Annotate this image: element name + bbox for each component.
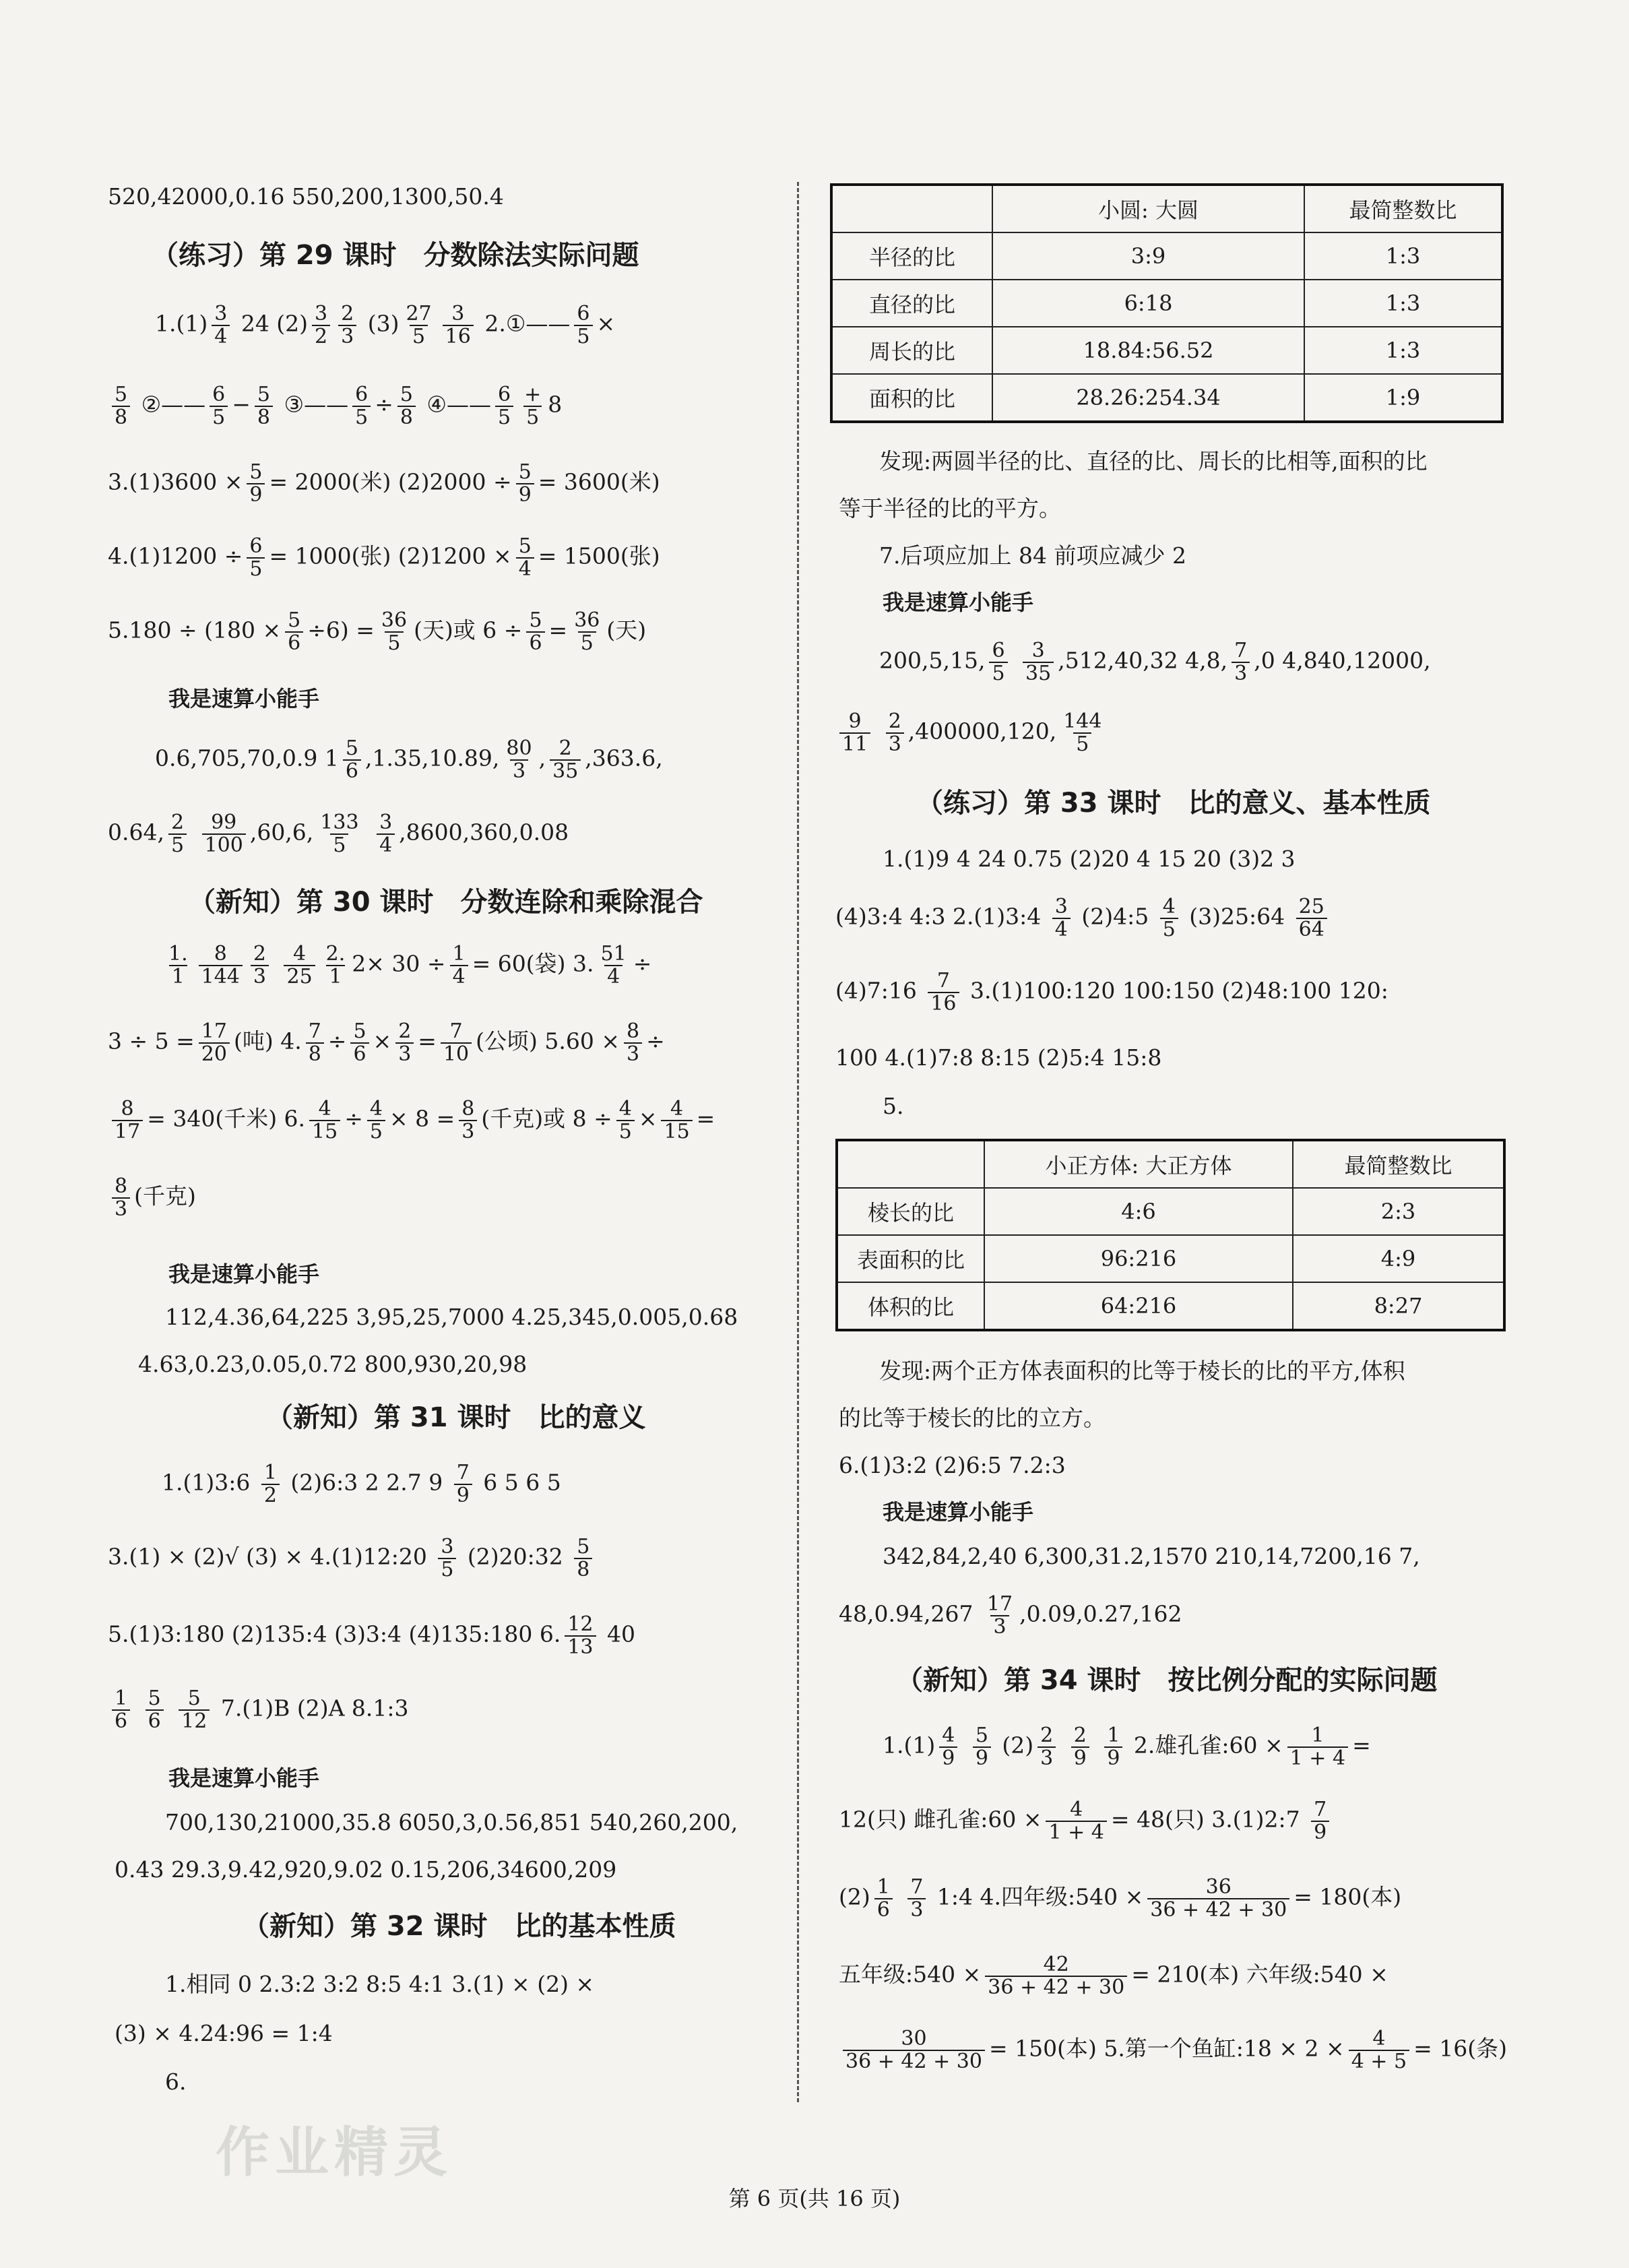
lesson-32-line-1: 1.相同 0 2.3:2 3:2 8:5 4:1 3.(1) × (2) × xyxy=(165,1971,595,1997)
table-cell: 最简整数比 xyxy=(1304,185,1502,232)
table-cell: 半径的比 xyxy=(831,232,992,280)
text-run: = 180(本) xyxy=(1293,1883,1402,1910)
fraction: $\frac{36}{36 + 42 + 30}$ xyxy=(1147,1877,1289,1920)
text-run: ②—— xyxy=(134,391,206,418)
table-cell: 直径的比 xyxy=(831,280,992,327)
lesson-30-line-4 xyxy=(108,1176,196,1220)
speed-calc-30-line-1: 112,4.36,64,225 3,95,25,7000 4.25,345,0.005,0.68 xyxy=(165,1304,738,1330)
text-run: 1.(1)3:6 xyxy=(162,1469,257,1496)
text-run: 5.(1)3:180 (2)135:4 (3)3:4 (4)135:180 6. xyxy=(108,1620,561,1647)
speed-calc-r-line-4 xyxy=(839,1594,1182,1637)
text-run: 3.(1) × (2)√ (3) × 4.(1)12:20 xyxy=(108,1543,435,1570)
fraction: $\frac{17}{3}$ xyxy=(986,1592,1013,1639)
lesson-33-line-3 xyxy=(835,970,1388,1014)
text-run xyxy=(1060,1732,1067,1759)
text-run: = 210(本) 六年级:540 × xyxy=(1131,1961,1388,1988)
text-run: ,60,6, xyxy=(249,819,314,846)
text-run: 五年级:540 × xyxy=(839,1961,982,1988)
speed-calc-r-line-2 xyxy=(835,711,1108,755)
fraction: $\frac{99}{100}$ xyxy=(202,812,246,856)
table-cell: 64:216 xyxy=(984,1282,1293,1330)
table-cell: 周长的比 xyxy=(831,327,992,374)
table-cell: 表面积的比 xyxy=(837,1235,984,1282)
table-cell xyxy=(831,185,992,232)
fraction: $\frac{30}{36 + 42 + 30}$ xyxy=(843,2028,985,2072)
text-run xyxy=(1093,1732,1101,1759)
text-run: (千克)或 8 ÷ xyxy=(481,1105,612,1132)
text-run: 12(只) 雌孔雀:60 × xyxy=(839,1806,1042,1833)
text-run: = 48(只) 3.(1)2:7 xyxy=(1110,1806,1308,1833)
speed-calc-29-line-1 xyxy=(155,738,663,782)
text-run: = 2000(米) (2)2000 ÷ xyxy=(269,468,512,495)
text-run: 48,0.94,267 xyxy=(839,1600,980,1627)
text-run: 7.(1)B (2)A 8.1:3 xyxy=(214,1695,409,1722)
fraction: $\frac{2}{5}$ xyxy=(168,812,187,856)
watermark: 作业精灵 xyxy=(216,2121,453,2184)
text-run: ,0.09,0.27,162 xyxy=(1019,1600,1182,1627)
fraction: $\frac{5}{6}$ xyxy=(350,1021,369,1065)
text-run: 3.(1)100:120 100:150 (2)48:100 120: xyxy=(963,977,1388,1004)
fraction: $\frac{144}{5}$ xyxy=(1063,710,1102,756)
text-run: (天)或 6 ÷ xyxy=(414,617,523,643)
table-cell: 小圆: 大圆 xyxy=(992,185,1304,232)
fraction: $\frac{4}{25}$ xyxy=(284,943,315,987)
lesson-31-line-4 xyxy=(108,1688,409,1732)
fraction: $\frac{3}{4}$ xyxy=(1052,896,1071,940)
speed-calc-31-line-2: 0.43 29.3,9.42,920,9.02 0.15,206,34600,209 xyxy=(115,1856,617,1883)
speed-calc-heading-1: 我是速算小能手 xyxy=(168,686,320,712)
text-run: 6 5 6 5 xyxy=(476,1469,561,1496)
table-cell: 28.26:254.34 xyxy=(992,374,1304,422)
circle-ratio-table xyxy=(830,183,1504,423)
speed-calc-30-line-2: 4.63,0.23,0.05,0.72 800,930,20,98 xyxy=(138,1351,528,1377)
top-answer-line: 520,42000,0.16 550,200,1300,50.4 xyxy=(108,183,504,210)
text-run: (天) xyxy=(606,617,647,643)
text-run: ÷ xyxy=(327,1028,347,1054)
text-run: (2)6:3 2 2.7 9 xyxy=(283,1469,450,1496)
text-run: 0.64, xyxy=(108,819,164,846)
fraction: $\frac{6}{5}$ xyxy=(574,303,592,347)
table-header-row xyxy=(837,1140,1504,1188)
fraction: $\frac{1}{6}$ xyxy=(112,1688,130,1732)
table-cell: 2:3 xyxy=(1293,1188,1504,1235)
fraction: $\frac{12}{13}$ xyxy=(565,1614,596,1658)
text-run xyxy=(191,819,198,846)
fraction: $\frac{7}{3}$ xyxy=(1232,640,1250,684)
lesson-34-line-4 xyxy=(839,1954,1388,1998)
text-run: ,400000,120, xyxy=(907,718,1057,745)
lesson-34-line-5 xyxy=(839,2028,1507,2072)
fraction: $\frac{5}{6}$ xyxy=(526,610,544,654)
fraction: $\frac{1}{6}$ xyxy=(874,1877,893,1920)
fraction: $\frac{8}{3}$ xyxy=(112,1176,130,1220)
text-run: ④—— xyxy=(419,391,492,418)
text-run: = 1500(张) xyxy=(538,542,660,569)
fraction: $\frac{7}{9}$ xyxy=(1311,1799,1329,1843)
fraction: $\frac{8}{3}$ xyxy=(624,1021,642,1065)
lesson-30-line-1 xyxy=(162,943,651,987)
fraction: $\frac{2}{35}$ xyxy=(550,738,581,782)
speed-calc-heading-4: 我是速算小能手 xyxy=(883,590,1034,615)
text-run: 40 xyxy=(600,1620,635,1647)
fraction: $\frac{80}{3}$ xyxy=(506,736,532,783)
text-run: 24 (2) xyxy=(234,310,309,337)
column-divider xyxy=(797,182,799,2102)
table-row xyxy=(831,327,1502,374)
text-run: = xyxy=(696,1105,715,1132)
text-run xyxy=(366,819,373,846)
text-run xyxy=(1012,648,1019,674)
text-run: × xyxy=(638,1105,658,1132)
text-run: = xyxy=(418,1028,437,1054)
speed-calc-31-line-1: 700,130,21000,35.8 6050,3,0.56,851 540,260,200, xyxy=(165,1809,738,1835)
fraction: $\frac{1.}{1}$ xyxy=(168,942,188,988)
fraction: $\frac{2}{3}$ xyxy=(886,711,904,755)
text-run: 2 xyxy=(352,950,366,977)
text-run xyxy=(168,1695,175,1722)
fraction: $\frac{7}{3}$ xyxy=(907,1877,926,1920)
fraction: $\frac{3}{4}$ xyxy=(212,303,230,347)
text-run: ,363.6, xyxy=(585,745,663,771)
fraction: $\frac{17}{20}$ xyxy=(199,1021,230,1065)
text-run: = xyxy=(1352,1732,1371,1759)
text-run: (2)4:5 xyxy=(1074,903,1156,930)
text-run: (2) xyxy=(839,1883,870,1910)
fraction: $\frac{36}{5}$ xyxy=(381,608,408,655)
text-run: 1.(1) xyxy=(155,310,208,337)
fraction: $\frac{5}{6}$ xyxy=(285,610,303,654)
finding-2-line-1: 发现:两个正方体表面积的比等于棱长的比的平方,体积 xyxy=(879,1358,1405,1384)
fraction: $\frac{6}{5}$ xyxy=(210,384,228,428)
text-run: × xyxy=(373,1028,392,1054)
table-row xyxy=(831,374,1502,422)
speed-calc-heading-5: 我是速算小能手 xyxy=(883,1499,1034,1525)
lesson-29-line-5 xyxy=(108,610,646,654)
table-cell: 1:3 xyxy=(1304,327,1502,374)
lesson-34-line-1 xyxy=(883,1725,1371,1769)
fraction: $\frac{5}{4}$ xyxy=(516,536,534,579)
table-row xyxy=(837,1188,1504,1235)
table-cell: 棱长的比 xyxy=(837,1188,984,1235)
fraction: $\frac{8}{17}$ xyxy=(112,1098,143,1142)
table-cell: 4:9 xyxy=(1293,1235,1504,1282)
text-run: ÷ xyxy=(375,391,393,418)
fraction: $\frac{5}{12}$ xyxy=(179,1688,210,1732)
fraction: $\frac{4}{5}$ xyxy=(616,1098,635,1142)
speed-calc-r-line-3: 342,84,2,40 6,300,31.2,1570 210,14,7200,16 7, xyxy=(883,1543,1420,1569)
fraction: $\frac{5}{9}$ xyxy=(247,462,265,505)
table-cell: 4:6 xyxy=(984,1188,1293,1235)
lesson-33-line-4: 100 4.(1)7:8 8:15 (2)5:4 15:8 xyxy=(835,1044,1162,1071)
text-run: (3) xyxy=(360,310,400,337)
table-cell: 面积的比 xyxy=(831,374,992,422)
text-run: 8 xyxy=(548,391,563,418)
text-run: (吨) 4. xyxy=(233,1028,302,1054)
fraction: $\frac{7}{10}$ xyxy=(441,1021,472,1065)
fraction: $\frac{8}{144}$ xyxy=(199,943,243,987)
text-run xyxy=(874,718,882,745)
lesson-29-line-1 xyxy=(155,303,615,347)
fraction: $\frac{4}{1 + 4}$ xyxy=(1046,1799,1106,1843)
text-run: (公顷) 5.60 × xyxy=(476,1028,620,1054)
text-run xyxy=(897,1884,904,1910)
fraction: $\frac{3}{5}$ xyxy=(438,1536,456,1580)
text-run: = 340(千米) 6. xyxy=(147,1105,306,1132)
text-run: × 8 = xyxy=(389,1105,455,1132)
speed-calc-r-line-1 xyxy=(879,640,1431,684)
text-run: (4)7:16 xyxy=(835,977,924,1004)
fraction: $\frac{1}{2}$ xyxy=(261,1462,280,1506)
fraction: $\frac{3}{35}$ xyxy=(1023,640,1054,684)
fraction: $\frac{2}{3}$ xyxy=(251,943,269,987)
text-run: 2.雄孔雀:60 × xyxy=(1126,1732,1283,1759)
lesson-31-line-2 xyxy=(108,1536,596,1580)
lesson-32-line-3: 6. xyxy=(165,2069,187,2095)
fraction: $\frac{1}{4}$ xyxy=(450,943,468,987)
fraction: $\frac{7}{16}$ xyxy=(928,970,959,1014)
text-run: 3.(1)3600 × xyxy=(108,468,243,495)
table-row xyxy=(831,232,1502,280)
fraction: $\frac{5}{6}$ xyxy=(146,1688,164,1732)
fraction: $\frac{4}{15}$ xyxy=(309,1098,340,1142)
finding-2-line-2: 的比等于棱长的比的立方。 xyxy=(839,1405,1106,1431)
table-cell: 小正方体: 大正方体 xyxy=(984,1140,1293,1188)
text-run: ,8600,360,0.08 xyxy=(399,819,569,846)
fraction: $\frac{8}{3}$ xyxy=(459,1098,477,1142)
lesson-31-line-1 xyxy=(162,1462,561,1506)
fraction: $\frac{6}{5}$ xyxy=(247,536,265,579)
fraction: $\frac{5}{8}$ xyxy=(255,384,273,428)
fraction: $\frac{1}{1 + 4}$ xyxy=(1287,1725,1348,1769)
table-cell: 体积的比 xyxy=(837,1282,984,1330)
text-run: = 1000(张) (2)1200 × xyxy=(269,542,512,569)
text-run: = 60(袋) 3. xyxy=(472,950,594,977)
fraction: $\frac{2}{9}$ xyxy=(1071,1725,1089,1769)
text-run: = xyxy=(548,617,568,643)
fraction: $\frac{3}{16}$ xyxy=(443,303,474,347)
fraction: $\frac{2.}{1}$ xyxy=(325,942,346,988)
item-6: 6.(1)3:2 (2)6:5 7.2:3 xyxy=(839,1452,1066,1478)
text-run: − xyxy=(232,391,251,418)
table-cell xyxy=(837,1140,984,1188)
fraction: $\frac{4}{4 + 5}$ xyxy=(1349,2028,1409,2072)
fraction: $\frac{+}{5}$ xyxy=(524,383,542,429)
text-run: 5.180 ÷ (180 × xyxy=(108,617,282,643)
text-run: ③—— xyxy=(277,391,349,418)
fraction: $\frac{133}{5}$ xyxy=(320,811,359,857)
fraction: $\frac{3}{4}$ xyxy=(377,812,395,856)
speed-calc-29-line-2 xyxy=(108,812,569,856)
fraction: $\frac{6}{5}$ xyxy=(989,640,1007,684)
fraction: $\frac{6}{5}$ xyxy=(352,384,371,428)
text-run: 1.(1) xyxy=(883,1732,936,1759)
fraction: $\frac{5}{6}$ xyxy=(343,738,361,782)
fraction: $\frac{4}{5}$ xyxy=(367,1098,385,1142)
fraction: $\frac{6}{5}$ xyxy=(495,384,513,428)
lesson-29-line-3 xyxy=(108,462,660,505)
text-run xyxy=(134,1695,141,1722)
lesson-32-title: （新知）第 32 课时 比的基本性质 xyxy=(243,1911,676,1942)
text-run: 0.6,705,70,0.9 1 xyxy=(155,745,339,771)
lesson-33-line-5: 5. xyxy=(883,1093,904,1119)
text-run: ÷ xyxy=(633,950,652,977)
text-run: ,512,40,32 4,8, xyxy=(1058,647,1228,674)
table-cell: 1:3 xyxy=(1304,232,1502,280)
text-run: = 16(条) xyxy=(1413,2035,1507,2062)
text-run: 3 ÷ 5 = xyxy=(108,1028,195,1054)
fraction: $\frac{2}{3}$ xyxy=(1037,1725,1056,1769)
lesson-34-line-2 xyxy=(839,1799,1333,1843)
lesson-31-title: （新知）第 31 课时 比的意义 xyxy=(266,1402,646,1433)
lesson-29-line-2 xyxy=(108,384,562,428)
fraction: $\frac{7}{9}$ xyxy=(454,1462,472,1506)
fraction: $\frac{51}{4}$ xyxy=(600,942,627,988)
lesson-30-title: （新知）第 30 课时 分数连除和乘除混合 xyxy=(189,887,703,918)
lesson-31-line-3 xyxy=(108,1614,635,1658)
table-cell: 1:3 xyxy=(1304,280,1502,327)
item-7: 7.后项应加上 84 前项应减少 2 xyxy=(879,542,1186,569)
fraction: $\frac{2}{3}$ xyxy=(338,303,356,347)
fraction: $\frac{9}{11}$ xyxy=(839,711,870,755)
text-run: = 3600(米) xyxy=(538,468,660,495)
fraction: $\frac{5}{9}$ xyxy=(516,462,534,505)
speed-calc-heading-3: 我是速算小能手 xyxy=(168,1765,320,1791)
fraction: $\frac{36}{5}$ xyxy=(574,608,600,655)
text-run: ÷6) = xyxy=(307,617,375,643)
lesson-33-title: （练习）第 33 课时 比的意义、基本性质 xyxy=(916,788,1431,819)
lesson-30-line-3 xyxy=(108,1098,715,1142)
text-run xyxy=(273,951,280,977)
lesson-34-line-3 xyxy=(839,1877,1401,1920)
lesson-29-line-4 xyxy=(108,536,660,579)
text-run: ÷ xyxy=(344,1105,363,1132)
fraction: $\frac{7}{8}$ xyxy=(306,1021,324,1065)
lesson-32-line-2: (3) × 4.24:96 = 1:4 xyxy=(115,2020,333,2046)
table-cell: 8:27 xyxy=(1293,1282,1504,1330)
table-cell: 1:9 xyxy=(1304,374,1502,422)
fraction: $\frac{4}{9}$ xyxy=(939,1725,957,1769)
fraction: $\frac{42}{36 + 42 + 30}$ xyxy=(985,1954,1127,1998)
lesson-33-line-2 xyxy=(835,896,1331,940)
text-run: 4.(1)1200 ÷ xyxy=(108,542,243,569)
text-run: = 150(本) 5.第一个鱼缸:18 × 2 × xyxy=(988,2035,1345,2062)
fraction: $\frac{5}{8}$ xyxy=(574,1536,592,1580)
lesson-29-title: （练习）第 29 课时 分数除法实际问题 xyxy=(152,240,639,271)
lesson-33-line-1: 1.(1)9 4 24 0.75 (2)20 4 15 20 (3)2 3 xyxy=(883,846,1296,872)
text-run: (2) xyxy=(994,1732,1034,1759)
lesson-34-title: （新知）第 34 课时 按比例分配的实际问题 xyxy=(896,1665,1438,1696)
text-run: ,0 4,840,12000, xyxy=(1254,647,1431,674)
finding-1-line-1: 发现:两圆半径的比、直径的比、周长的比相等,面积的比 xyxy=(879,448,1428,474)
text-run: (4)3:4 4:3 2.(1)3:4 xyxy=(835,903,1048,930)
page-footer: 第 6 页(共 16 页) xyxy=(728,2186,901,2211)
table-cell: 最简整数比 xyxy=(1293,1140,1504,1188)
lesson-30-line-2 xyxy=(108,1021,665,1065)
fraction: $\frac{3}{2}$ xyxy=(312,303,330,347)
text-run: 1:4 4.四年级:540 × xyxy=(930,1883,1144,1910)
fraction: $\frac{4}{15}$ xyxy=(661,1098,692,1142)
fraction: $\frac{5}{8}$ xyxy=(397,384,416,428)
text-run: , xyxy=(538,745,546,771)
table-cell: 3:9 xyxy=(992,232,1304,280)
table-cell: 18.84:56.52 xyxy=(992,327,1304,374)
table-cell: 96:216 xyxy=(984,1235,1293,1282)
text-run: 2.①—— xyxy=(477,310,571,337)
fraction: $\frac{2}{3}$ xyxy=(395,1021,414,1065)
text-run: × 30 ÷ xyxy=(366,950,446,977)
text-run: ,1.35,10.89, xyxy=(365,745,500,771)
text-run: (2)20:32 xyxy=(460,1543,571,1570)
text-run: (3)25:64 xyxy=(1182,903,1292,930)
speed-calc-heading-2: 我是速算小能手 xyxy=(168,1261,320,1287)
table-row xyxy=(837,1235,1504,1282)
fraction: $\frac{5}{9}$ xyxy=(973,1725,991,1769)
text-run: ÷ xyxy=(646,1028,665,1054)
finding-1-line-2: 等于半径的比的平方。 xyxy=(839,495,1061,522)
text-run: (千克) xyxy=(134,1183,196,1209)
fraction: $\frac{25}{64}$ xyxy=(1296,896,1327,940)
cube-ratio-table xyxy=(835,1139,1506,1331)
text-run: 200,5,15, xyxy=(879,647,986,674)
table-cell: 6:18 xyxy=(992,280,1304,327)
fraction: $\frac{5}{8}$ xyxy=(112,384,130,428)
fraction: $\frac{4}{5}$ xyxy=(1160,896,1178,940)
text-run xyxy=(961,1732,969,1759)
fraction: $\frac{1}{9}$ xyxy=(1104,1725,1122,1769)
table-row xyxy=(837,1282,1504,1330)
table-header-row xyxy=(831,185,1502,232)
table-row xyxy=(831,280,1502,327)
fraction: $\frac{27}{5}$ xyxy=(406,302,432,348)
text-run: × xyxy=(596,310,616,337)
